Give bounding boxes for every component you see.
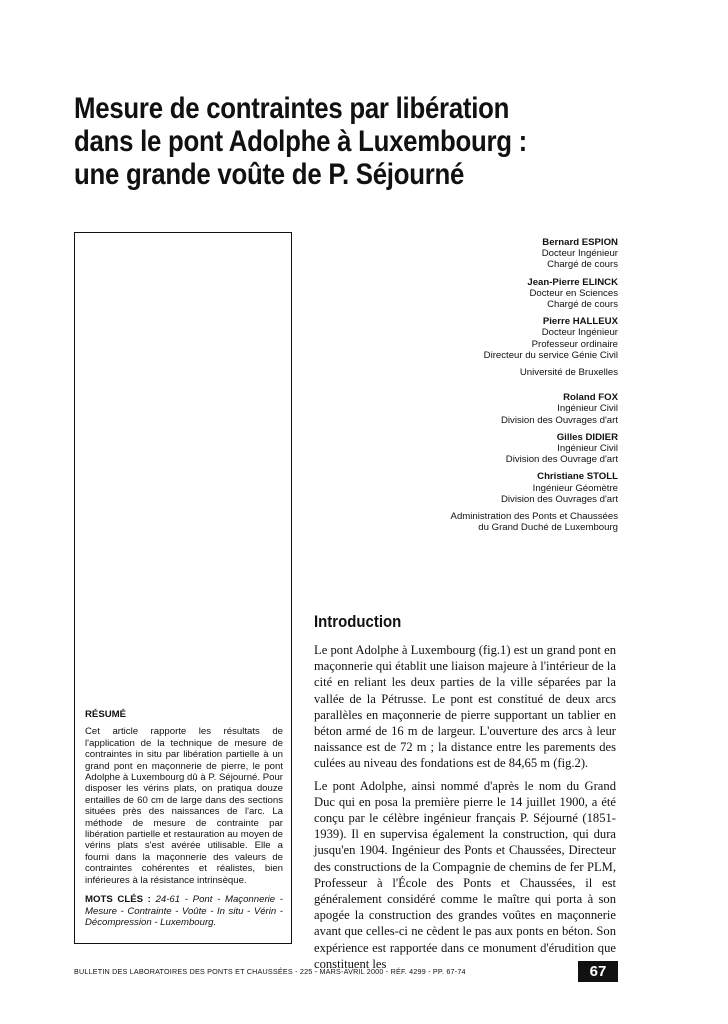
author-role: Division des Ouvrage d'art xyxy=(505,454,618,466)
author-block xyxy=(318,237,618,547)
affiliation-administration xyxy=(318,511,618,533)
affiliation-university: Université de Bruxelles xyxy=(519,367,618,379)
keywords-label: MOTS CLÉS : xyxy=(85,894,151,906)
author-fox xyxy=(318,392,618,426)
affiliation-line: du Grand Duché de Luxembourg xyxy=(478,522,618,534)
author-name: Gilles DIDIER xyxy=(556,431,618,443)
author-name: Roland FOX xyxy=(563,392,618,404)
resume-text: Cet article rapporte les résultats de l'application de la technique de mesure de contraintes in situ par libération partielle à un grand pont en maçonnerie de pierre, le pont Adolphe à Luxembourg dû à P. Séjourné. Pour disposer les vérins plats, on pratiqua douze entailles de 60 cm de large dans des sections situées près des naissances de l'arc. La méthode de mesure de contrainte par libération partielle et restauration au moyen de vérins plats s'est avérée utilisable. Elle a fourni dans la maçonnerie des valeurs de contraintes cohérentes et réalistes, bien inférieures à la résistance intrinsèque. xyxy=(85,726,283,886)
author-didier xyxy=(318,432,618,466)
resume-heading: RÉSUMÉ xyxy=(85,709,127,720)
author-role: Division des Ouvrages d'art xyxy=(500,414,618,426)
author-espion xyxy=(318,237,618,271)
affiliation-line: Administration des Ponts et Chaussées xyxy=(450,511,618,523)
introduction-paragraph: Le pont Adolphe, ainsi nommé d'après le nom du Grand Duc qui en posa la première pierre le 14 juillet 1900, a été conçu par le célèbre ingénieur français P. Séjourné (1851-1939). Il en supervisa également la construction, qui dura jusqu'en 1904. Ingénieur des Ponts et Chaussées, Directeur des constructions de la Compagnie de chemins de fer PLM, Professeur à l'École des Ponts et Chaussées, il est généralement considéré comme le maître qui porta à son apogée la construction des grandes voûtes en maçonnerie avant que celles-ci ne cèdent le pas aux ponts en béton. Son expérience est rapportée dans ce monument d'érudition que constituent les xyxy=(314,778,616,971)
title-line-2: dans le pont Adolphe à Luxembourg : xyxy=(74,125,527,158)
author-role: Division des Ouvrages d'art xyxy=(500,493,618,505)
author-elinck xyxy=(318,277,618,311)
keywords xyxy=(85,894,283,928)
author-role: Ingénieur Civil xyxy=(557,443,618,455)
author-role: Docteur Ingénieur xyxy=(541,248,618,260)
author-name: Christiane STOLL xyxy=(537,471,618,483)
introduction-paragraph: Le pont Adolphe à Luxembourg (fig.1) est un grand pont en maçonnerie qui établit une liaison majeure à l'intérieur de la cité en reliant les deux parties de la ville séparées par la vallée de la Pétrusse. Le pont est constitué de deux arcs parallèles en maçonnerie de pierre supportant un tablier en béton armé de 16 m de largeur. L'ouverture des arcs à leur naissance est de 72 m ; la distance entre les parements des culées au niveau des fondations est de 84,65 m (fig.2). xyxy=(314,643,616,771)
author-role: Chargé de cours xyxy=(547,259,618,271)
resume-section xyxy=(85,709,283,928)
title-line-1: Mesure de contraintes par libération xyxy=(74,92,510,125)
author-role: Ingénieur Civil xyxy=(557,403,618,415)
keywords-list: 24-61 - Pont - Maçonnerie - Mesure - Contrainte - Voûte - In situ - Vérin - Décompression - Luxembourg. xyxy=(85,894,283,928)
introduction-heading: Introduction xyxy=(314,612,402,631)
author-name: Jean-Pierre ELINCK xyxy=(527,276,618,288)
author-stoll xyxy=(318,471,618,505)
article-title xyxy=(74,92,607,191)
author-role: Professeur ordinaire xyxy=(531,338,618,350)
author-name: Bernard ESPION xyxy=(542,237,618,248)
author-role: Chargé de cours xyxy=(547,299,618,311)
author-halleux xyxy=(318,316,618,361)
author-name: Pierre HALLEUX xyxy=(542,316,618,328)
page-number: 67 xyxy=(578,961,618,982)
abstract-box xyxy=(74,232,292,944)
author-role: Ingénieur Géomètre xyxy=(532,482,618,494)
introduction-section xyxy=(314,612,616,978)
title-line-3: une grande voûte de P. Séjourné xyxy=(74,158,465,191)
journal-footer: BULLETIN DES LABORATOIRES DES PONTS ET CHAUSSÉES - 225 - MARS-AVRIL 2000 - RÉF. 4299 - PP. 67-74 xyxy=(74,967,466,976)
author-role: Docteur Ingénieur xyxy=(541,327,618,339)
author-role: Docteur en Sciences xyxy=(529,287,618,299)
author-role: Directeur du service Génie Civil xyxy=(483,349,618,361)
